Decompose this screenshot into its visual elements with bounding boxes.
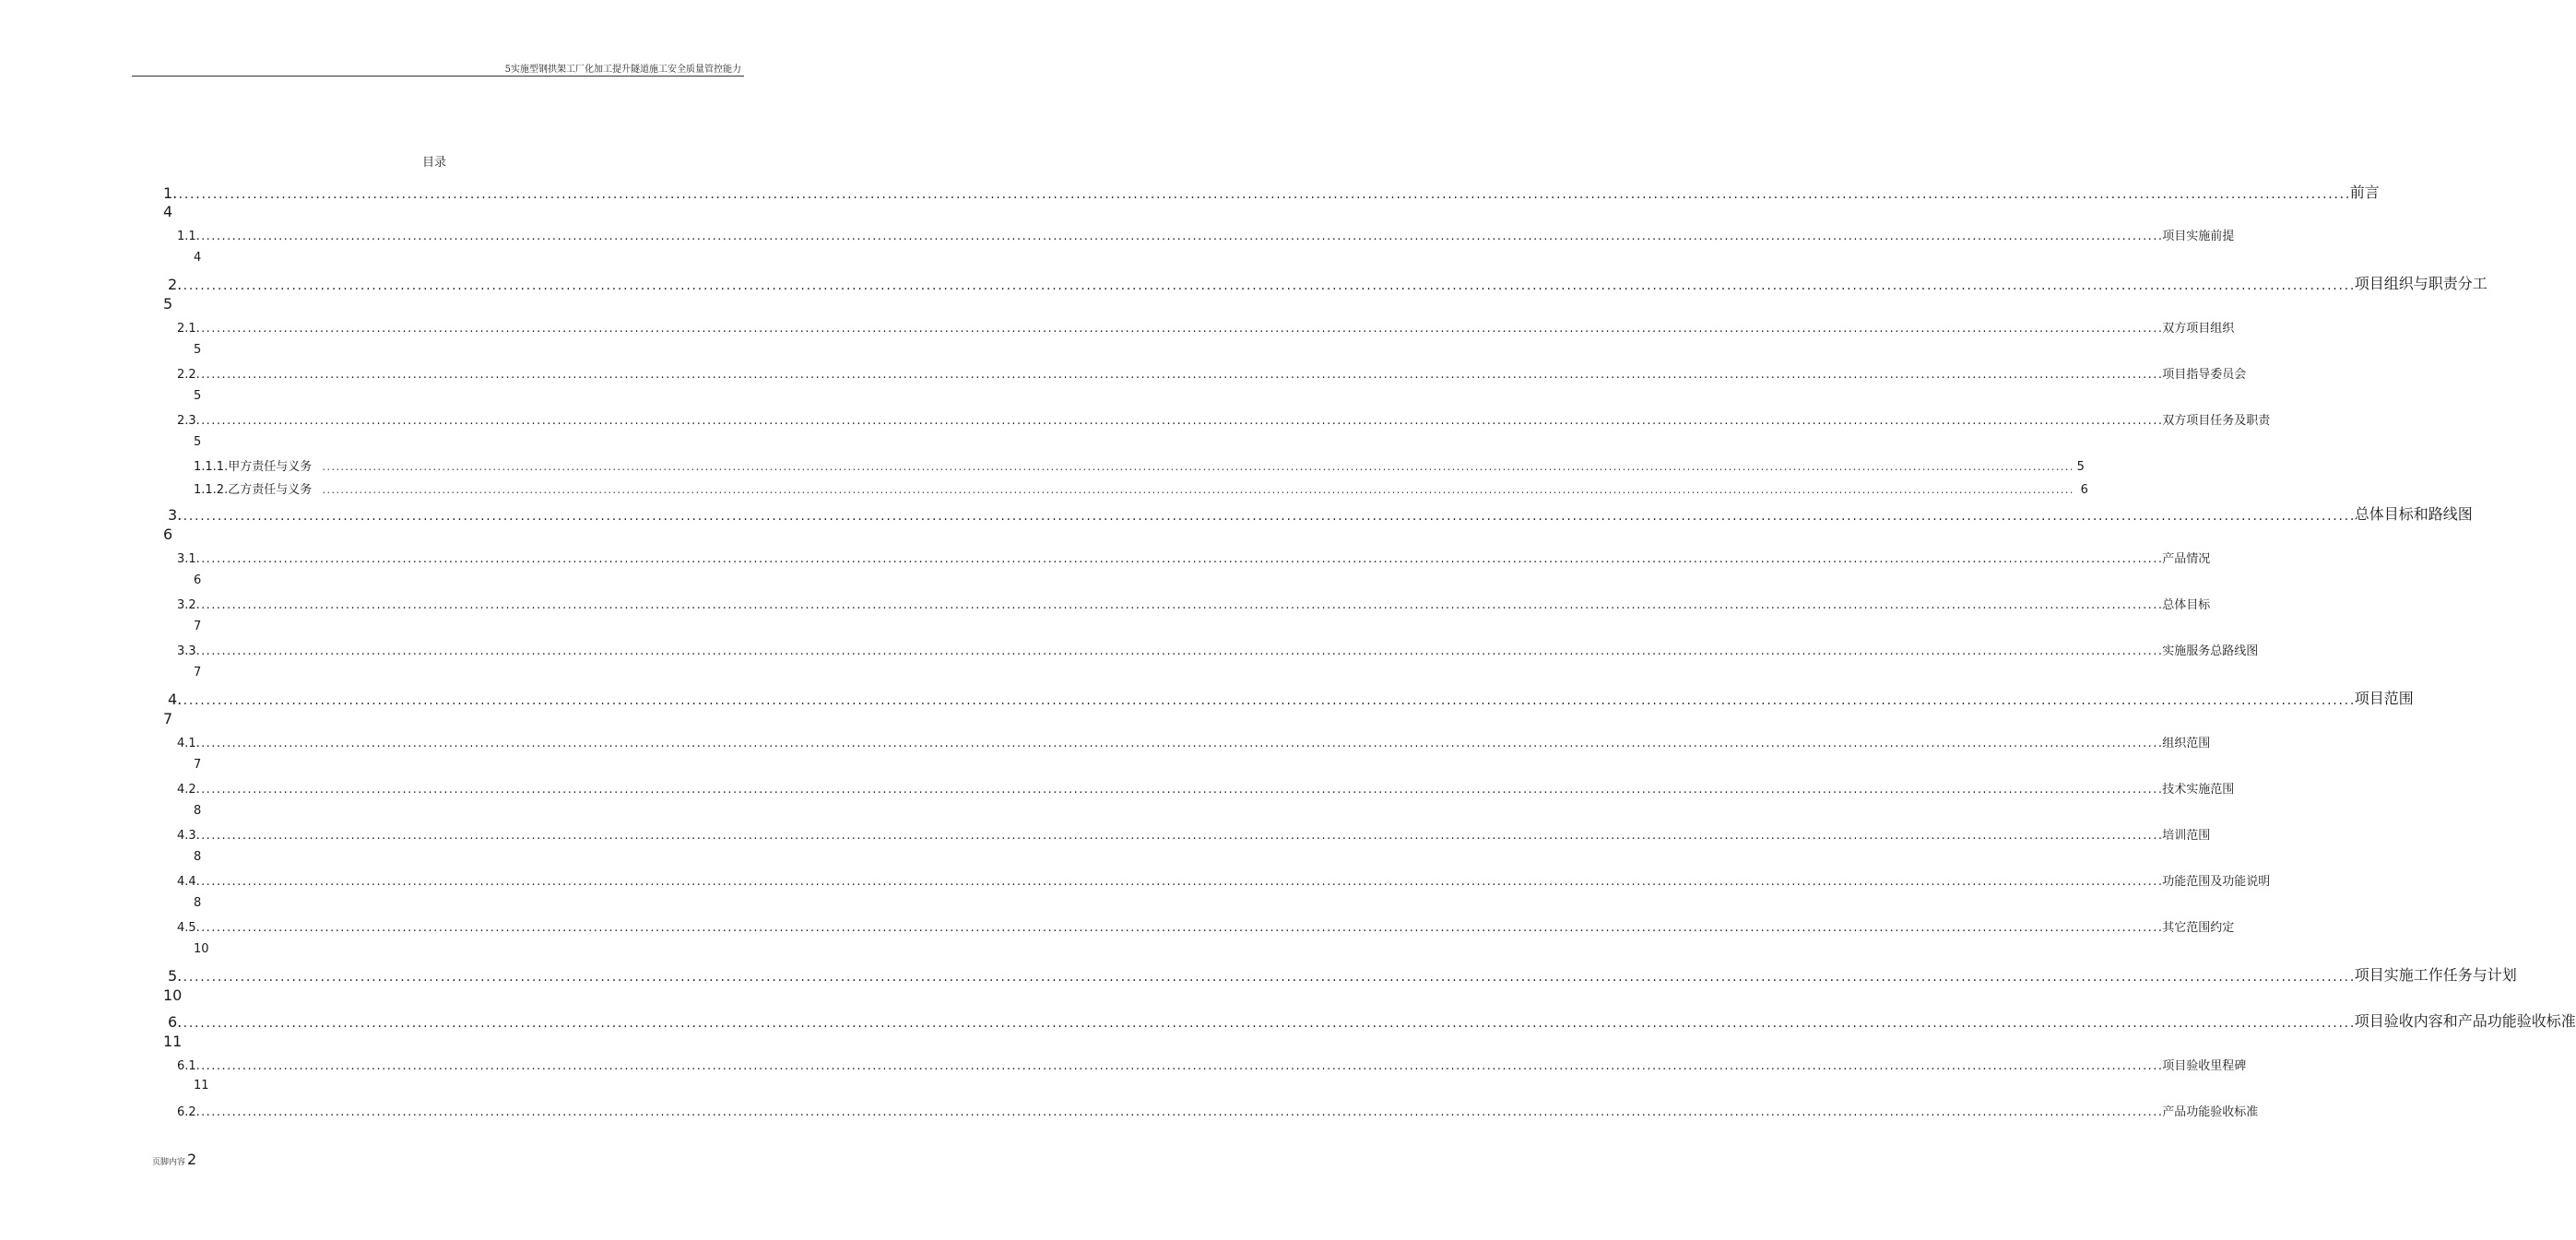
toc-entry[interactable]: 3.3. ............................................................................................................................................................................................................................................................................................................................................................................................ 实施服务总路线图 — [177, 644, 2259, 658]
toc-entry[interactable]: 1.1.1. 甲方责任与义务 ............................................................................................................................................................................................................................................................................................................................................................................................ 5 — [194, 460, 2085, 474]
running-header: 5实施型钢拱架工厂化加工提升隧道施工安全质量管控能力 — [504, 65, 741, 75]
toc-page-number: 6 — [163, 526, 173, 543]
toc-page-number: 8 — [194, 896, 202, 910]
toc-page-number: 11 — [194, 1079, 209, 1092]
toc-page-number: 7 — [194, 620, 202, 633]
toc-entry[interactable]: 6.1. ............................................................................................................................................................................................................................................................................................................................................................................................ 项目验收里程碑 — [177, 1059, 2247, 1073]
toc-entry[interactable]: 6.2. ............................................................................................................................................................................................................................................................................................................................................................................................ 产品功能验收标准 — [177, 1105, 2259, 1119]
toc-entry[interactable]: 5. ............................................................................................................................................................................................................................................................................................................................................................................................ 项目实施工作任务与计划 — [168, 966, 2517, 985]
toc-entry[interactable]: 3.1. ............................................................................................................................................................................................................................................................................................................................................................................................ 产品情况 — [177, 552, 2211, 566]
toc-entry[interactable]: 3. ............................................................................................................................................................................................................................................................................................................................................................................................ 总体目标和路线图 — [168, 505, 2473, 524]
toc-page-number: 4 — [194, 251, 202, 265]
toc-entry[interactable]: 6. ............................................................................................................................................................................................................................................................................................................................................................................................ 项目验收内容和产品功能验收标准 — [168, 1012, 2576, 1031]
toc-entry[interactable]: 1. ............................................................................................................................................................................................................................................................................................................................................................................................ 前言 — [163, 183, 2380, 202]
toc-entry[interactable]: 1.1.2. 乙方责任与义务 ............................................................................................................................................................................................................................................................................................................................................................................................ 6 — [194, 483, 2088, 497]
footer-page-number: 2 — [187, 1151, 197, 1168]
toc-entry[interactable]: 2. ............................................................................................................................................................................................................................................................................................................................................................................................ 项目组织与职责分工 — [168, 275, 2487, 293]
toc-title: 目录 — [422, 156, 447, 170]
toc-entry[interactable]: 3.2. ............................................................................................................................................................................................................................................................................................................................................................................................ 总体目标 — [177, 598, 2211, 612]
toc-page-number: 7 — [163, 710, 173, 727]
toc-page-number: 7 — [194, 666, 202, 679]
toc-entry[interactable]: 4.5. ............................................................................................................................................................................................................................................................................................................................................................................................ 其它范围约定 — [177, 921, 2235, 935]
toc-entry[interactable]: 4.1. ............................................................................................................................................................................................................................................................................................................................................................................................ 组织范围 — [177, 737, 2211, 750]
header-rule — [132, 76, 744, 77]
toc-page-number: 4 — [163, 203, 173, 220]
toc-page-number: 5 — [194, 343, 202, 357]
toc-page-number: 8 — [194, 804, 202, 818]
toc-page-number: 7 — [194, 758, 202, 772]
toc-entry[interactable]: 4. ............................................................................................................................................................................................................................................................................................................................................................................................ 项目范围 — [168, 690, 2414, 708]
toc-page-number: 11 — [163, 1033, 183, 1050]
toc-entry[interactable]: 4.3. ............................................................................................................................................................................................................................................................................................................................................................................................ 培训范围 — [177, 829, 2211, 843]
toc-entry[interactable]: 4.4. ............................................................................................................................................................................................................................................................................................................................................................................................ 功能范围及功能说明 — [177, 875, 2271, 889]
toc-page-number: 5 — [194, 389, 202, 403]
footer-text: 页脚内容 — [152, 1158, 186, 1167]
toc-page-number: 5 — [163, 295, 173, 313]
toc-entry[interactable]: 1.1. ............................................................................................................................................................................................................................................................................................................................................................................................ 项目实施前提 — [177, 230, 2235, 243]
toc-page-number: 10 — [163, 986, 183, 1004]
page-footer — [152, 1151, 196, 1168]
toc-entry[interactable]: 2.1. ............................................................................................................................................................................................................................................................................................................................................................................................ 双方项目组织 — [177, 322, 2235, 336]
toc-page-number: 5 — [194, 435, 202, 449]
toc-entry[interactable]: 2.2. ............................................................................................................................................................................................................................................................................................................................................................................................ 项目指导委员会 — [177, 368, 2247, 382]
toc-page-number: 6 — [194, 573, 202, 587]
toc-entry[interactable]: 2.3. ............................................................................................................................................................................................................................................................................................................................................................................................ 双方项目任务及职责 — [177, 414, 2271, 428]
toc-page-number: 8 — [194, 850, 202, 864]
toc-entry[interactable]: 4.2. ............................................................................................................................................................................................................................................................................................................................................................................................ 技术实施范围 — [177, 783, 2235, 797]
toc-page-number: 10 — [194, 942, 209, 956]
